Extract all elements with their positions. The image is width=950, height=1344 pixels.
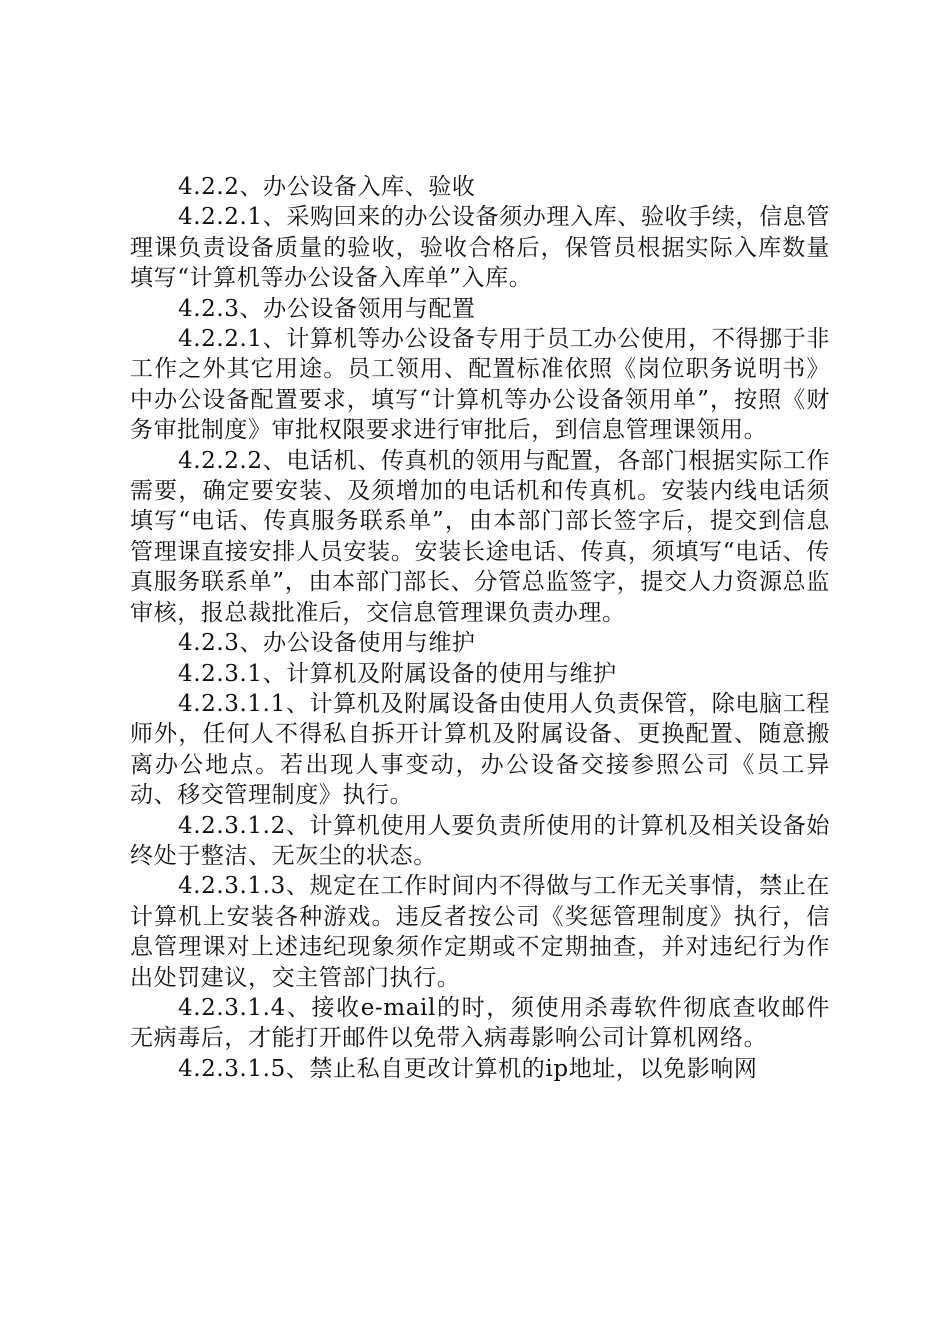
- paragraph-4-2-3-1-2: 4.2.3.1.2、计算机使用人要负责所使用的计算机及相关设备始终处于整洁、无灰尘的状态。: [130, 812, 830, 869]
- paragraph-4-2-2-1-computer: 4.2.2.1、计算机等办公设备专用于员工办公使用，不得挪于非工作之外其它用途。员工领用、配置标准依照《岗位职务说明书》中办公设备配置要求，填写“计算机等办公设备领用单”，按照《财务审批制度》审批权限要求进行审批后，到信息管理课领用。: [130, 326, 830, 444]
- section-heading-4-2-3-1: 4.2.3.1、计算机及附属设备的使用与维护: [178, 660, 617, 687]
- paragraph-4-2-3-1-4: 4.2.3.1.4、接收e-mail的时，须使用杀毒软件彻底查收邮件无病毒后，才能打开邮件以免带入病毒影响公司计算机网络。: [130, 994, 830, 1052]
- section-heading-4-2-3-requisition: 4.2.3、办公设备领用与配置: [178, 295, 476, 322]
- document-body: [130, 172, 830, 1084]
- paragraph-4-2-3-1-5: 4.2.3.1.5、禁止私自更改计算机的ip地址，以免影响网: [178, 1055, 758, 1082]
- paragraph-4-2-3-1-1: 4.2.3.1.1、计算机及附属设备由使用人负责保管，除电脑工程师外，任何人不得私自拆开计算机及附属设备、更换配置、随意搬离办公地点。若出现人事变动，办公设备交接参照公司《员工异动、移交管理制度》执行。: [130, 690, 830, 809]
- paragraph-4-2-2-2-phone-fax: 4.2.2.2、电话机、传真机的领用与配置，各部门根据实际工作需要，确定要安装、及须增加的电话机和传真机。安装内线电话须填写“电话、传真服务联系单”，由本部门部长签字后，提交到信息管理课直接安排人员安装。安装长途电话、传真，须填写“电话、传真服务联系单”，由本部门部长、分管总监签字，提交人力资源总监审核，报总裁批准后，交信息管理课负责办理。: [130, 447, 830, 626]
- paragraph-4-2-3-1-3: 4.2.3.1.3、规定在工作时间内不得做与工作无关事情，禁止在计算机上安装各种游戏。违反者按公司《奖惩管理制度》执行，信息管理课对上述违纪现象须作定期或不定期抽查，并对违纪行为作出处罚建议，交主管部门执行。: [130, 873, 830, 991]
- section-heading-4-2-2: 4.2.2、办公设备入库、验收: [178, 174, 476, 200]
- section-heading-4-2-3-usage: 4.2.3、办公设备使用与维护: [178, 630, 476, 657]
- paragraph-4-2-2-1: 4.2.2.1、采购回来的办公设备须办理入库、验收手续，信息管理课负责设备质量的验收，验收合格后，保管员根据实际入库数量填写“计算机等办公设备入库单”入库。: [130, 204, 830, 292]
